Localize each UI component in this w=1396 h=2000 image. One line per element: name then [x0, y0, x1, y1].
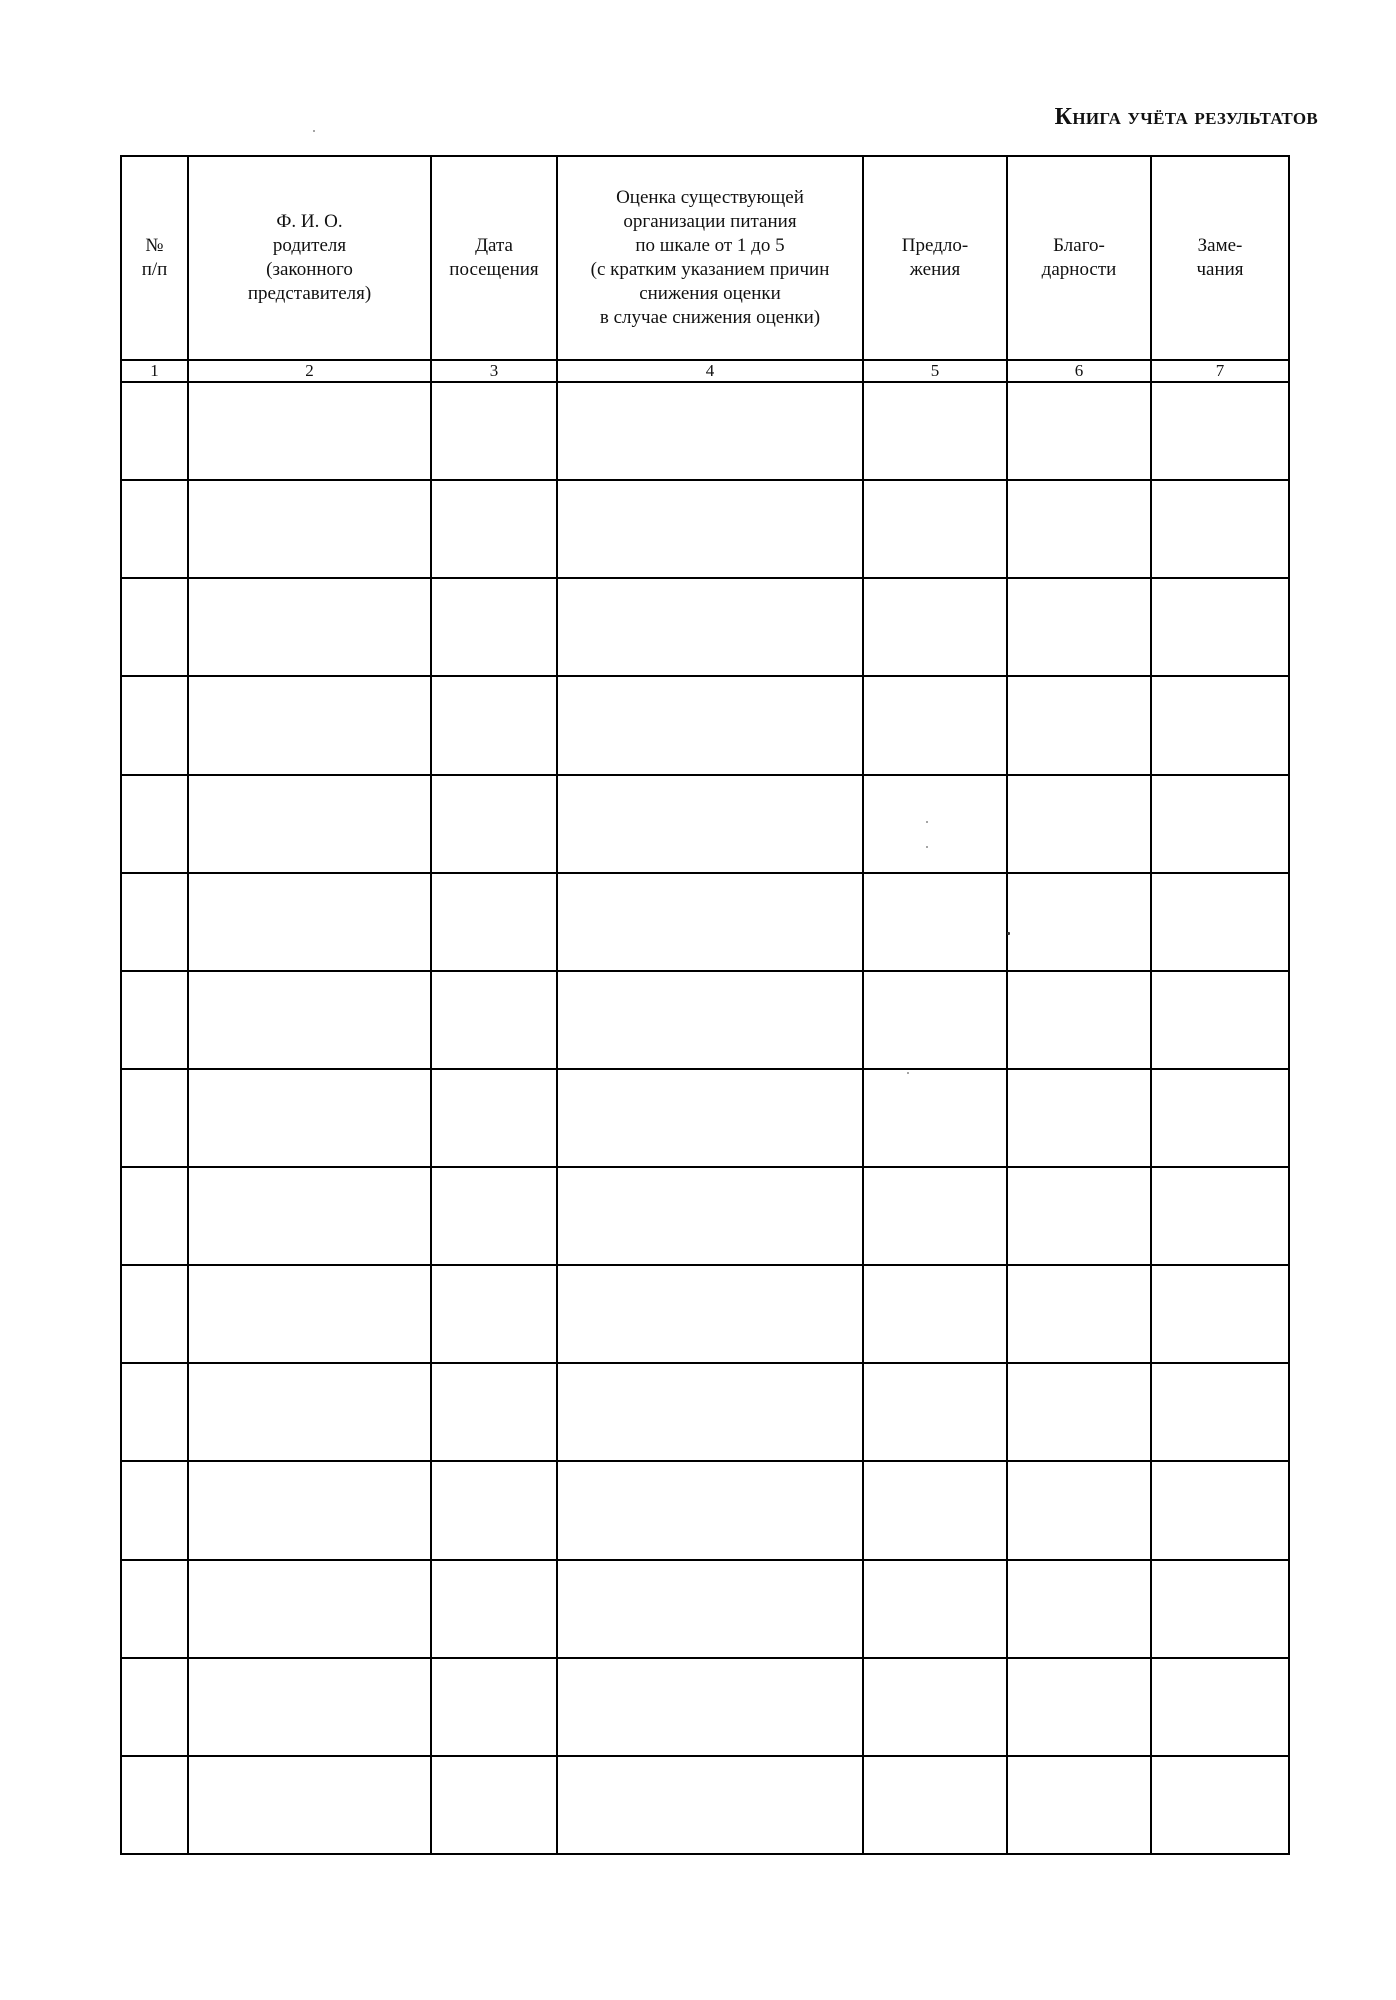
empty-cell — [863, 1756, 1007, 1854]
empty-cell — [1007, 1167, 1151, 1265]
empty-cell — [188, 578, 431, 676]
empty-cell — [1151, 480, 1289, 578]
empty-cell — [1007, 1265, 1151, 1363]
table-row — [121, 676, 1289, 774]
empty-cell — [863, 1167, 1007, 1265]
empty-cell — [431, 1461, 557, 1559]
empty-cell — [1007, 775, 1151, 873]
header-rating: Оценка существующей организации питания по шкале от 1 до 5 (с кратким указанием причин снижения оценки в случае снижения оценки) — [557, 156, 863, 360]
empty-cell — [431, 1658, 557, 1756]
empty-cell — [121, 1560, 188, 1658]
empty-cell — [1007, 971, 1151, 1069]
column-number: 2 — [188, 360, 431, 382]
empty-cell — [188, 1560, 431, 1658]
table-row — [121, 775, 1289, 873]
empty-cell — [557, 578, 863, 676]
empty-cell — [121, 775, 188, 873]
empty-cell — [863, 775, 1007, 873]
empty-cell — [188, 1363, 431, 1461]
empty-cell — [188, 775, 431, 873]
empty-cell — [1007, 1069, 1151, 1167]
table-row — [121, 578, 1289, 676]
empty-cell — [1007, 1658, 1151, 1756]
header-parent-name: Ф. И. О. родителя (законного представителя) — [188, 156, 431, 360]
empty-cell — [188, 873, 431, 971]
empty-cell — [1151, 1069, 1289, 1167]
table-row — [121, 1069, 1289, 1167]
scan-speck — [926, 821, 928, 823]
empty-cell — [1007, 1363, 1151, 1461]
header-thanks: Благо- дарности — [1007, 156, 1151, 360]
document-title: Книга учёта результатов — [1054, 104, 1318, 130]
empty-cell — [1151, 1167, 1289, 1265]
empty-cell — [1151, 1461, 1289, 1559]
empty-cell — [557, 1756, 863, 1854]
empty-cell — [1151, 1265, 1289, 1363]
header-remarks: Заме- чания — [1151, 156, 1289, 360]
empty-cell — [188, 1069, 431, 1167]
empty-cell — [1007, 1756, 1151, 1854]
scan-speck — [907, 1072, 909, 1074]
empty-cell — [1007, 382, 1151, 480]
empty-cell — [1151, 1756, 1289, 1854]
empty-cell — [557, 676, 863, 774]
empty-cell — [863, 578, 1007, 676]
empty-cell — [121, 480, 188, 578]
empty-cell — [1151, 873, 1289, 971]
column-number: 7 — [1151, 360, 1289, 382]
empty-cell — [431, 971, 557, 1069]
empty-cell — [1007, 1461, 1151, 1559]
column-number: 1 — [121, 360, 188, 382]
empty-cell — [188, 1167, 431, 1265]
empty-cell — [557, 1560, 863, 1658]
empty-cell — [1007, 873, 1151, 971]
empty-cell — [1151, 676, 1289, 774]
empty-cell — [188, 1756, 431, 1854]
empty-cell — [1151, 1658, 1289, 1756]
empty-cell — [121, 578, 188, 676]
column-number: 4 — [557, 360, 863, 382]
empty-cell — [557, 480, 863, 578]
table-row — [121, 971, 1289, 1069]
empty-cell — [431, 1363, 557, 1461]
empty-cell — [557, 1363, 863, 1461]
empty-cell — [863, 873, 1007, 971]
empty-cell — [557, 1167, 863, 1265]
empty-cell — [1151, 578, 1289, 676]
empty-cell — [863, 480, 1007, 578]
empty-cell — [1007, 1560, 1151, 1658]
table-row — [121, 1461, 1289, 1559]
column-number: 6 — [1007, 360, 1151, 382]
table-row — [121, 1363, 1289, 1461]
empty-cell — [557, 1658, 863, 1756]
empty-cell — [557, 873, 863, 971]
table-row — [121, 873, 1289, 971]
empty-cell — [121, 382, 188, 480]
header-row — [121, 156, 1289, 360]
empty-cell — [1151, 382, 1289, 480]
table-row — [121, 382, 1289, 480]
empty-cell — [121, 1363, 188, 1461]
empty-cell — [188, 676, 431, 774]
empty-cell — [431, 1167, 557, 1265]
empty-cell — [121, 1167, 188, 1265]
empty-cell — [557, 382, 863, 480]
empty-cell — [557, 1069, 863, 1167]
empty-cell — [863, 1461, 1007, 1559]
empty-cell — [863, 382, 1007, 480]
empty-cell — [188, 382, 431, 480]
empty-cell — [431, 676, 557, 774]
empty-cell — [557, 1461, 863, 1559]
empty-cell — [121, 873, 188, 971]
empty-cell — [188, 1265, 431, 1363]
header-suggestions: Предло- жения — [863, 156, 1007, 360]
table-row — [121, 1265, 1289, 1363]
empty-cell — [188, 971, 431, 1069]
empty-cell — [863, 1069, 1007, 1167]
scan-speck — [926, 846, 928, 848]
empty-cell — [863, 1363, 1007, 1461]
empty-cell — [1151, 775, 1289, 873]
header-number: № п/п — [121, 156, 188, 360]
empty-cell — [863, 676, 1007, 774]
empty-cell — [121, 676, 188, 774]
scan-speck — [1007, 932, 1010, 935]
empty-cell — [557, 971, 863, 1069]
results-log-table — [120, 155, 1290, 1855]
empty-cell — [121, 1756, 188, 1854]
empty-cell — [431, 1265, 557, 1363]
empty-cell — [863, 1658, 1007, 1756]
column-number: 5 — [863, 360, 1007, 382]
table-row — [121, 480, 1289, 578]
empty-cell — [1007, 578, 1151, 676]
scan-speck — [313, 130, 315, 132]
empty-cell — [863, 971, 1007, 1069]
table-row — [121, 1560, 1289, 1658]
empty-cell — [121, 1265, 188, 1363]
table-row — [121, 1658, 1289, 1756]
column-number-row — [121, 360, 1289, 382]
header-visit-date: Дата посещения — [431, 156, 557, 360]
table-row — [121, 1167, 1289, 1265]
column-number: 3 — [431, 360, 557, 382]
empty-cell — [1151, 1560, 1289, 1658]
empty-cell — [1151, 1363, 1289, 1461]
table-row — [121, 1756, 1289, 1854]
empty-cell — [431, 480, 557, 578]
empty-cell — [431, 382, 557, 480]
empty-cell — [188, 1658, 431, 1756]
empty-cell — [121, 1461, 188, 1559]
empty-cell — [863, 1265, 1007, 1363]
empty-cell — [431, 578, 557, 676]
empty-cell — [431, 873, 557, 971]
empty-cell — [121, 1069, 188, 1167]
empty-cell — [431, 1069, 557, 1167]
empty-cell — [121, 1658, 188, 1756]
empty-cell — [431, 1560, 557, 1658]
empty-cell — [431, 775, 557, 873]
empty-cell — [188, 1461, 431, 1559]
empty-cell — [121, 971, 188, 1069]
empty-cell — [188, 480, 431, 578]
empty-cell — [431, 1756, 557, 1854]
empty-cell — [557, 1265, 863, 1363]
empty-cell — [863, 1560, 1007, 1658]
empty-cell — [557, 775, 863, 873]
empty-cell — [1007, 676, 1151, 774]
empty-cell — [1151, 971, 1289, 1069]
empty-cell — [1007, 480, 1151, 578]
